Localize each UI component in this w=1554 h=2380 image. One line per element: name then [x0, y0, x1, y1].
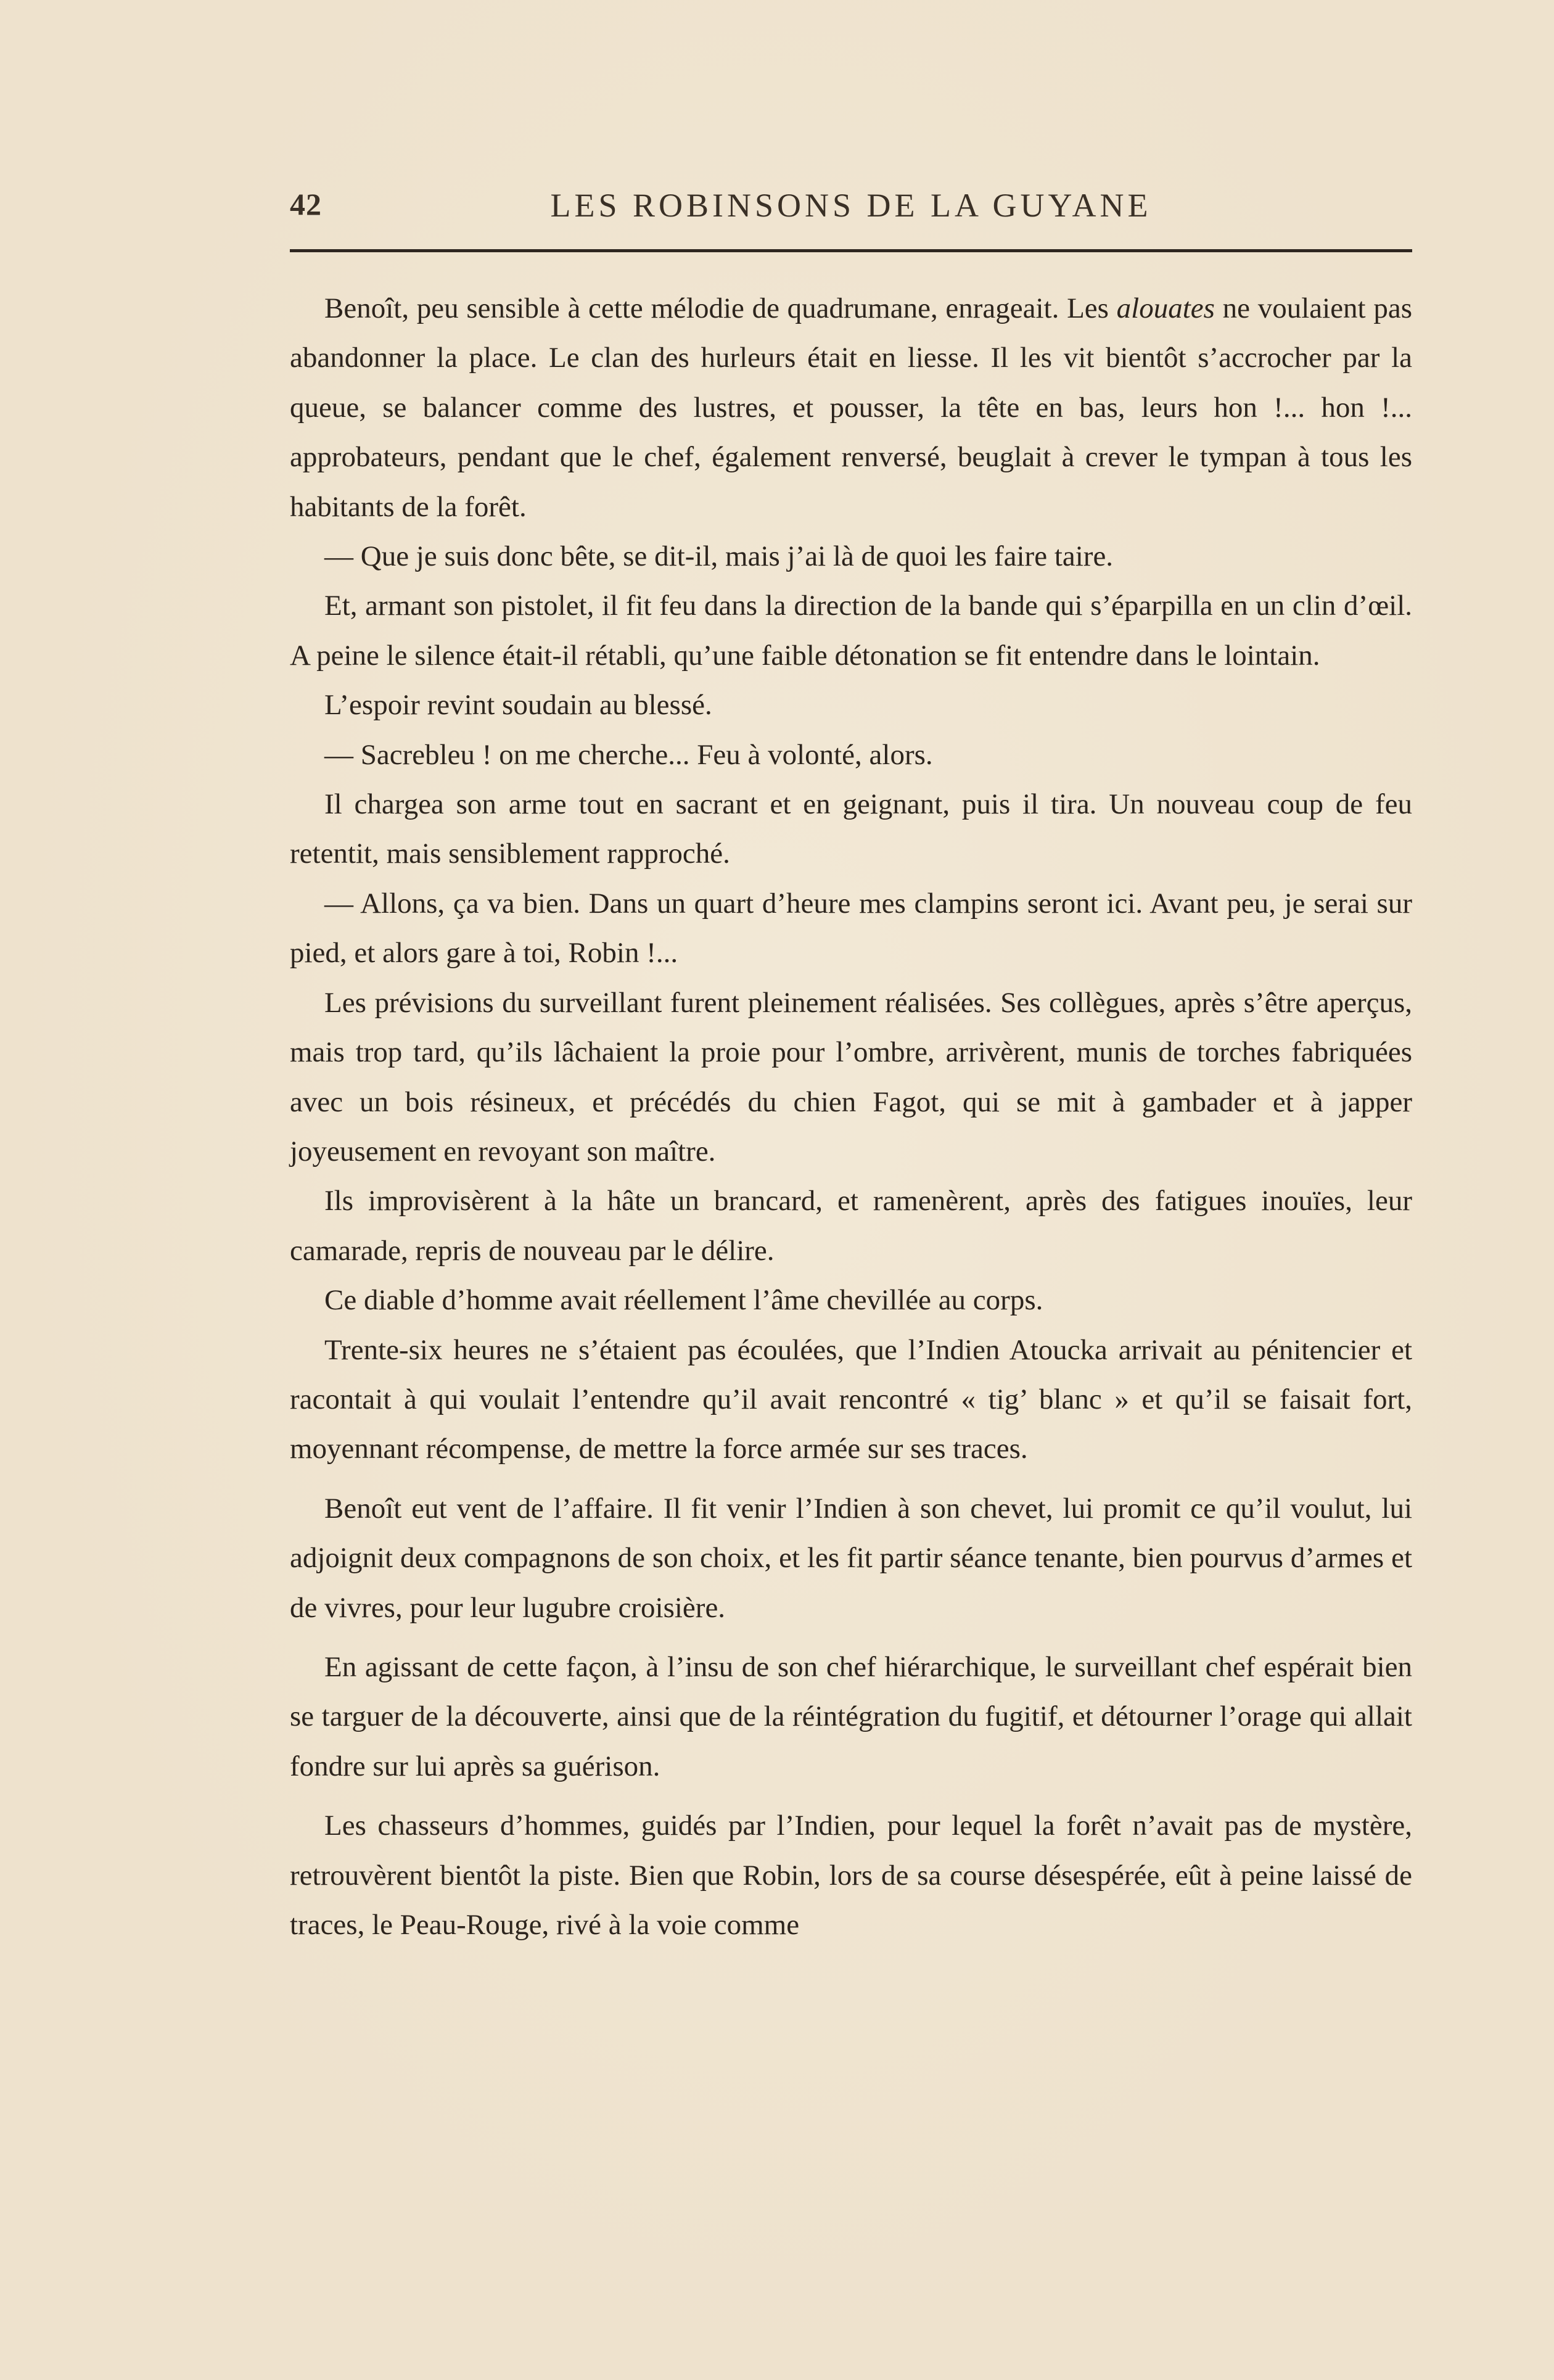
body-text — [290, 284, 1412, 1950]
page-number: 42 — [290, 187, 322, 221]
paragraph: — Que je suis donc bête, se dit-il, mais j’ai là de quoi les faire taire. — [324, 540, 1114, 573]
paragraph: Et, armant son pistolet, il fit feu dans la direction de la bande qui s’éparpilla en un clin d’œil. A peine le silence était-il rétabli, qu’une faible détonation se fit entendre dans le lointain. — [290, 590, 1412, 672]
header-rule — [290, 249, 1412, 252]
paragraph: Les prévisions du surveillant furent pleinement réalisées. Ses collègues, après s’être aperçus, mais trop tard, qu’ils lâchaient la proie pour l’ombre, arrivèrent, munis de torches fabriquées avec un bois résineux, et précédés du chien Fagot, qui se mit à gambader et à japper joyeusement en revoyant son maître. — [290, 986, 1412, 1167]
page-header — [290, 180, 1412, 236]
paragraph: — Allons, ça va bien. Dans un quart d’heure mes clampins seront ici. Avant peu, je serai sur pied, et alors gare à toi, Robin !... — [290, 887, 1412, 970]
italic-word: alouates — [1116, 292, 1215, 324]
paragraph: L’espoir revint soudain au blessé. — [324, 689, 712, 722]
running-title: LES ROBINSONS DE LA GUYANE — [550, 187, 1152, 224]
paragraph: Les chasseurs d’hommes, guidés par l’Indien, pour lequel la forêt n’avait pas de mystère, retrouvèrent bientôt la piste. Bien que Robin, lors de sa course désespérée, eût à peine laissé de traces, le Peau-Rouge, rivé à la voie comme — [290, 1810, 1412, 1941]
paragraph: Benoît, peu sensible à cette mélodie de quadrumane, enrageait. Les alouates ne voulaient pas abandonner la place. Le clan des hurleurs était en liesse. Il les vit bientôt s’accrocher par la queue, se balancer comme des lustres, et pousser, la tête en bas, leurs hon !... hon !... approbateurs, pendant que le chef, également renversé, beuglait à crever le tympan à tous les habitants de la forêt. — [290, 292, 1412, 523]
paragraph: En agissant de cette façon, à l’insu de son chef hiérarchique, le surveillant chef espérait bien se targuer de la découverte, ainsi que de la réintégration du fugitif, et détourner l’orage qui allait fondre sur lui après sa guérison. — [290, 1650, 1412, 1782]
paragraph: Ce diable d’homme avait réellement l’âme chevillée au corps. — [324, 1284, 1043, 1317]
paragraph: Ils improvisèrent à la hâte un brancard, et ramenèrent, après des fatigues inouïes, leur camarade, repris de nouveau par le délire. — [290, 1185, 1412, 1267]
paragraph: Benoît eut vent de l’affaire. Il fit venir l’Indien à son chevet, lui promit ce qu’il voulut, lui adjoignit deux compagnons de son choix, et les fit partir séance tenante, bien pourvus d’armes et de vivres, pour leur lugubre croisière. — [290, 1492, 1412, 1624]
paragraph: — Sacrebleu ! on me cherche... Feu à volonté, alors. — [324, 738, 933, 771]
paragraph: Il chargea son arme tout en sacrant et en geignant, puis il tira. Un nouveau coup de feu retentit, mais sensiblement rapproché. — [290, 788, 1412, 870]
paragraph: Trente-six heures ne s’étaient pas écoulées, que l’Indien Atoucka arrivait au pénitencier et racontait à qui voulait l’entendre qu’il avait rencontré « tig’ blanc » et qu’il se faisait fort, moyennant récompense, de mettre la force armée sur ses traces. — [290, 1333, 1412, 1465]
